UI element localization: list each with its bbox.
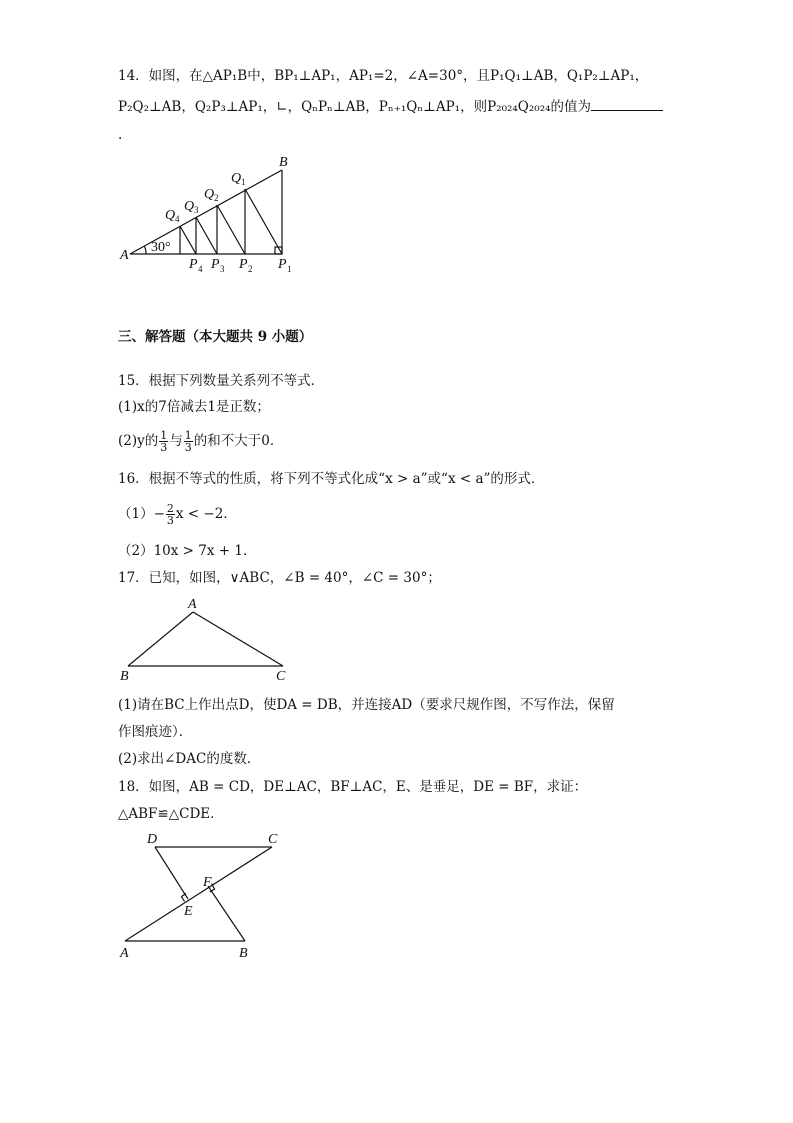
q15-fraction-1: [159, 430, 168, 453]
q18-line-ac: [125, 847, 272, 941]
q17-label-b: B: [120, 669, 129, 684]
q14-label-q1-sub: 1: [241, 177, 246, 187]
q17-part1b: 作图痕迹）．: [118, 724, 193, 740]
q14-angle-arc: [145, 247, 147, 255]
q15-part2-pre: (2)y的: [118, 433, 159, 449]
q14-label-q4-sub: 4: [175, 214, 180, 224]
q14-line3: .: [118, 127, 123, 143]
q14-label-q4: Q: [165, 208, 176, 223]
q14-label-q2: Q: [204, 187, 215, 202]
q15-frac2-num: 1: [184, 429, 192, 442]
q18-stem: 18．如图，AB = CD，DE⊥AC，BF⊥AC，E、是垂足，DE = BF，求证：: [118, 779, 588, 795]
q14-label-q3-sub: 3: [194, 205, 199, 215]
q15-fraction-2: [184, 430, 193, 453]
section-heading: 三、解答题（本大题共 9 小题）: [118, 329, 313, 345]
q17-stem: 17．已知，如图，∨ABC，∠B = 40°，∠C = 30°；: [118, 570, 441, 586]
q17-part1a: (1)请在BC上作出点D，使DA = DB，并连接AD（要求尺规作图，不写作法，保留: [118, 697, 615, 713]
q16-part1-pre: （1）−: [118, 506, 165, 522]
q16-part1-post: x < −2．: [175, 506, 237, 522]
q14-label-p2: P: [239, 257, 248, 272]
q17-label-c: C: [276, 669, 286, 684]
q14-label-p3: P: [211, 257, 220, 272]
q15-stem: 15．根据下列数量关系列不等式．: [118, 373, 325, 389]
q17-label-a: A: [188, 597, 197, 612]
q14-line1: 14．如图，在△AP₁B中，BP₁⊥AP₁，AP₁=2，∠A=30°，且P₁Q₁⊥AB，Q₁P₂⊥AP₁，: [118, 68, 649, 84]
q17-part2: (2)求出∠DAC的度数．: [118, 751, 261, 767]
q14-p1q1: [245, 189, 282, 254]
q15-part1: (1)x的7倍减去1是正数；: [118, 399, 270, 415]
q16-frac-num: 2: [166, 502, 174, 515]
q18-stem2: △ABF≌△CDE．: [118, 806, 224, 822]
q17-side-ab: [128, 612, 193, 666]
q14-label-b: B: [279, 155, 288, 170]
q18-label-e: E: [184, 904, 193, 919]
q15-frac2-den: 3: [184, 441, 192, 454]
q14-label-q1: Q: [231, 171, 242, 186]
q18-label-c: C: [268, 832, 278, 847]
q14-label-p4-sub: 4: [198, 264, 203, 274]
q14-label-p1-sub: 1: [287, 264, 292, 274]
q15-frac1-num: 1: [160, 429, 168, 442]
q14-p3q3: [196, 217, 217, 254]
q15-part2-mid: 与: [169, 433, 183, 449]
q14-p4q4: [180, 226, 196, 254]
q18-line-bf: [208, 886, 245, 941]
q16-frac-den: 3: [166, 514, 174, 527]
q18-label-f: F: [203, 875, 212, 890]
q14-label-p3-sub: 3: [220, 264, 225, 274]
q16-part2: （2）10x > 7x + 1．: [118, 543, 257, 559]
q16-part1: [118, 503, 237, 526]
q15-frac1-den: 3: [160, 441, 168, 454]
q14-label-p1: P: [278, 257, 287, 272]
q16-fraction: [166, 503, 175, 526]
q18-label-a: A: [120, 946, 129, 961]
q14-label-q2-sub: 2: [214, 193, 219, 203]
q14-line2-text: P₂Q₂⊥AB，Q₂P₃⊥AP₁，∟，QₙPₙ⊥AB，Pₙ₊₁Qₙ⊥AP₁，则P₂₀₂₄Q₂₀₂₄的值为: [118, 99, 592, 115]
q14-p2q2: [217, 205, 245, 254]
q14-label-angle: 30°: [151, 240, 171, 255]
q17-side-ac: [193, 612, 283, 666]
q18-label-d: D: [147, 832, 158, 847]
q18-label-b: B: [239, 946, 248, 961]
q14-label-q3: Q: [184, 199, 195, 214]
q15-part2-post: 的和不大于0．: [193, 433, 284, 449]
q16-stem: 16．根据不等式的性质，将下列不等式化成“x > a”或“x < a”的形式．: [118, 471, 545, 487]
q14-label-p4: P: [189, 257, 198, 272]
q18-line-de: [155, 847, 188, 899]
q15-part2: [118, 430, 283, 453]
q14-label-a: A: [120, 248, 129, 263]
q14-label-p2-sub: 2: [248, 264, 253, 274]
